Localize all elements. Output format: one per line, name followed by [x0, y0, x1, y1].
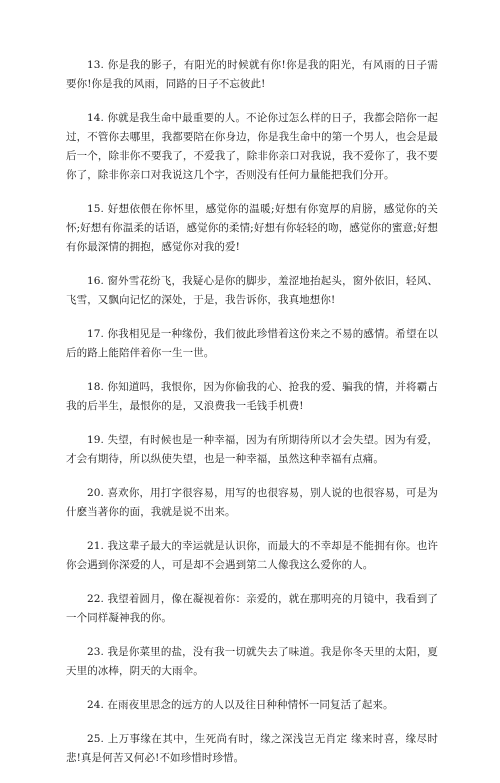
paragraph-17: 17. 你我相见是一种缘份，我们彼此珍惜着这份来之不易的感情。希望在以后的路上能陪伴着你一生一世。 — [66, 328, 438, 359]
paragraph-25: 25. 上万事缘在其中，生死尚有时，缘之深浅岂无肖定 缘来时喜，缘尽时悲!真是何苦又何必!不如珍惜时珍惜。 — [66, 733, 438, 764]
paragraph-18: 18. 你知道吗，我恨你，因为你偷我的心、抢我的爱、骗我的情，并将霸占我的后半生，最恨你的是，又浪费我一毛钱手机费! — [66, 381, 438, 412]
paragraph-15: 15. 好想依偎在你怀里，感觉你的温暖;好想有你宽厚的肩膀，感觉你的关怀;好想有你温柔的话语，感觉你的柔情;好想有你轻轻的吻，感觉你的蜜意;好想有你最深情的拥抱，感觉你对我的爱! — [66, 203, 438, 253]
paragraph-22: 22. 我望着圆月，像在凝视着你：亲爱的，就在那明亮的月镜中，我看到了一个同样凝神我的你。 — [66, 593, 438, 624]
paragraph-14: 14. 你就是我生命中最重要的人。不论你过怎么样的日子，我都会陪你一起过，不管你去哪里，我都要陪在你身边，你是我生命中的第一个男人，也会是最后一个，除非你不要我了，不爱我了，除非你亲口对我说，我不爱你了，我不要你了，除非你亲口对我说这几个字，否则没有任何力量能把我们分开。 — [66, 112, 438, 181]
article-body — [66, 56, 438, 783]
paragraph-19: 19. 失望，有时候也是一种幸福，因为有所期待所以才会失望。因为有爱，才会有期待，所以纵使失望，也是一种幸福，虽然这种幸福有点痛。 — [66, 434, 438, 465]
paragraph-13: 13. 你是我的影子，有阳光的时候就有你!你是我的阳光，有风雨的日子需要你!你是我的风雨，同路的日子不忘彼此! — [66, 59, 438, 90]
paragraph-21: 21. 我这辈子最大的幸运就是认识你，而最大的不幸却是不能拥有你。也许你会遇到你深爱的人，可是却不会遇到第二人像我这么爱你的人。 — [66, 540, 438, 571]
paragraph-23: 23. 我是你菜里的盐，没有我一切就失去了味道。我是你冬天里的太阳，夏天里的冰棒，阴天的大雨伞。 — [66, 646, 438, 677]
paragraph-16: 16. 窗外雪花纷飞，我疑心是你的脚步，羞涩地抬起头，窗外依旧，轻风、飞雪，又飘向记忆的深处，于是，我告诉你，我真地想你! — [66, 275, 438, 306]
paragraph-24: 24. 在雨夜里思念的远方的人以及往日种种情怀一同复活了起来。 — [87, 699, 394, 711]
paragraph-20: 20. 喜欢你，用打字很容易，用写的也很容易，别人说的也很容易，可是为什麽当著你的面，我就是说不出来。 — [66, 487, 438, 518]
